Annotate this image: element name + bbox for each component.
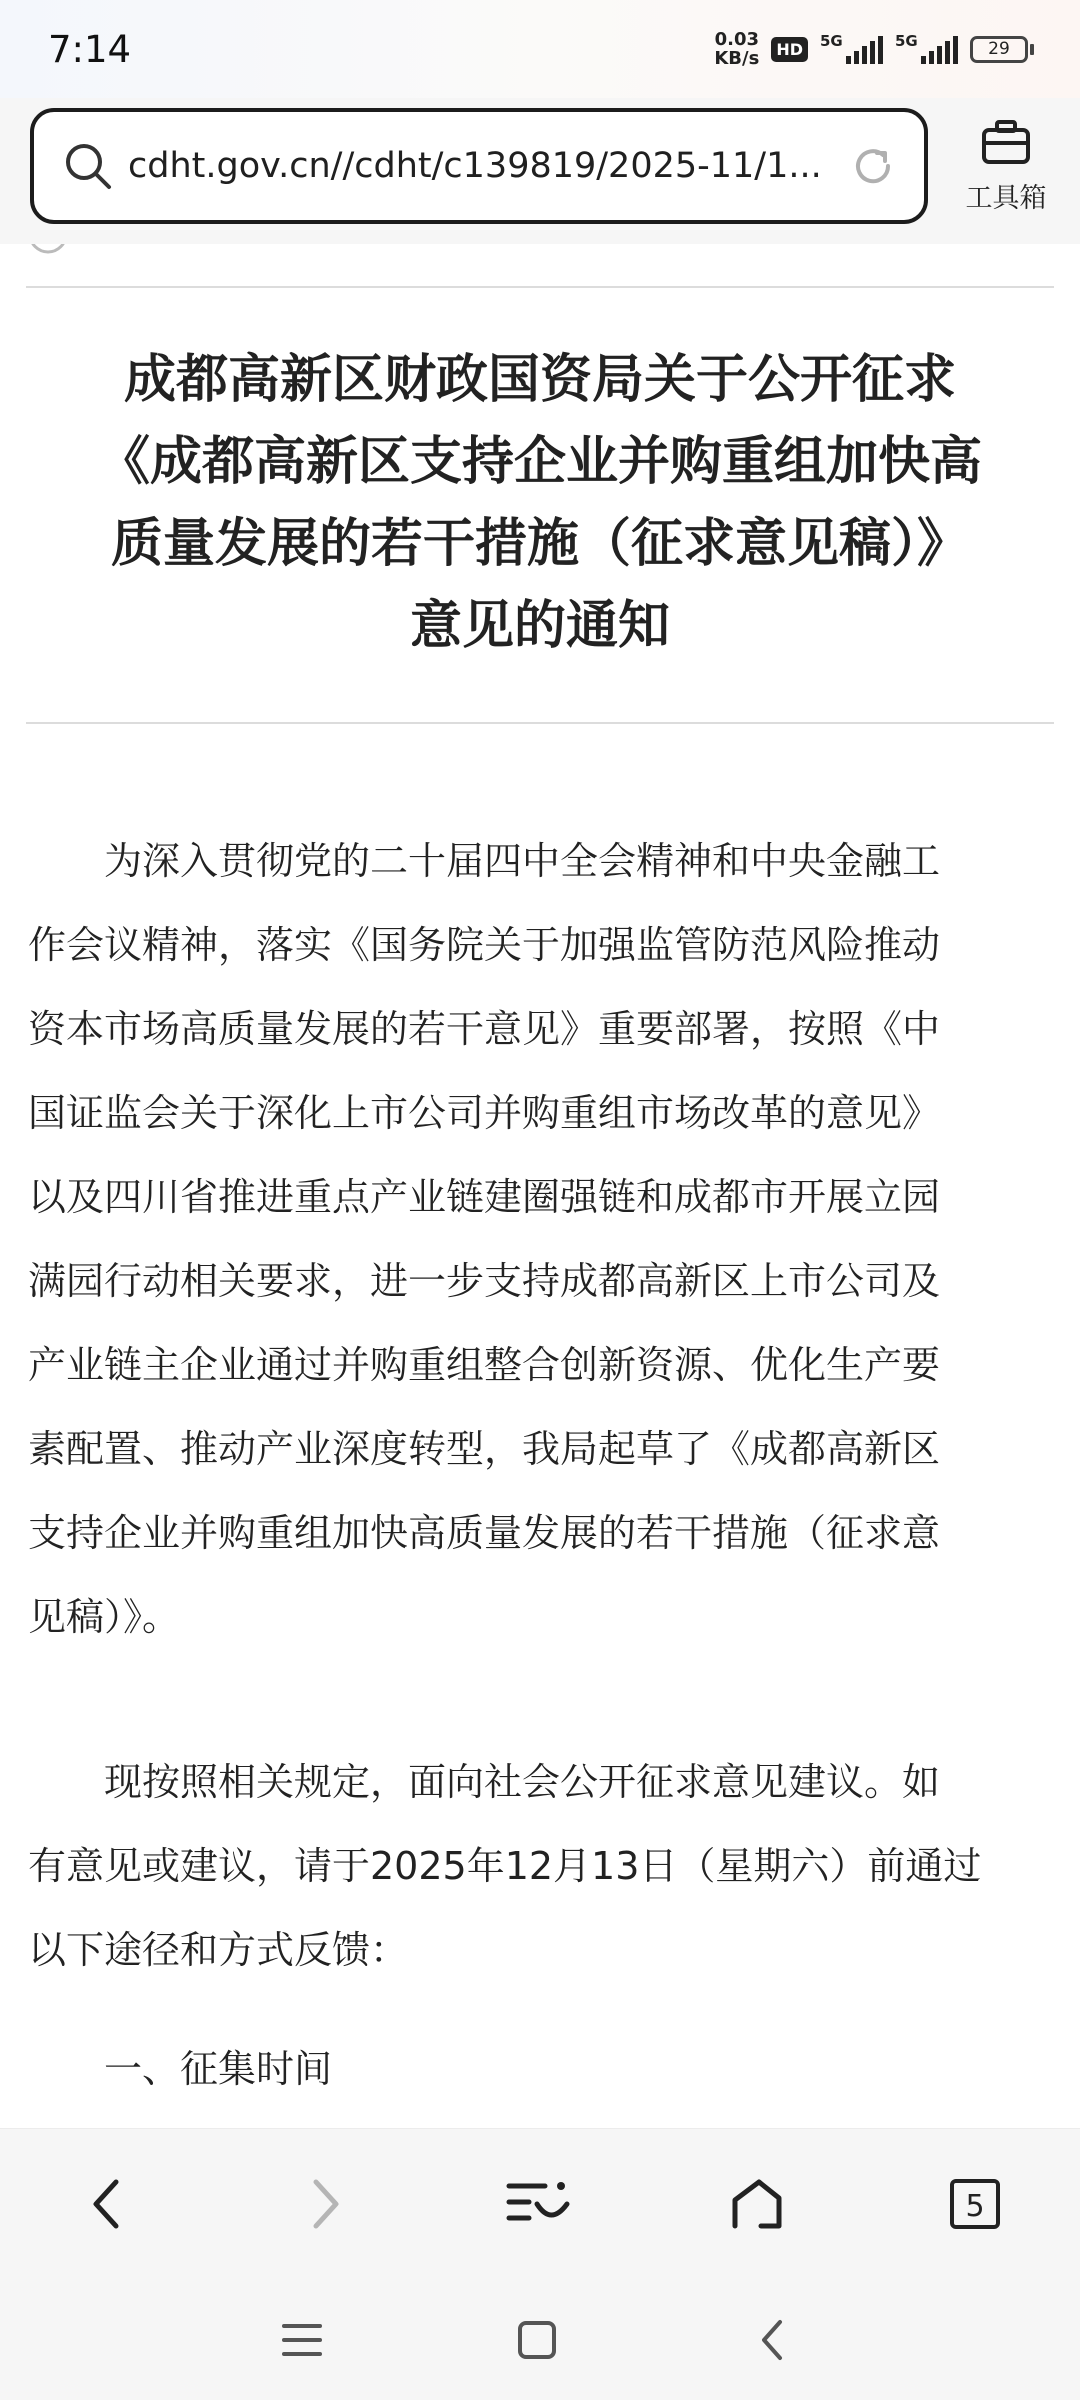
paragraph-line: 现按照相关规定，面向社会公开征求意见建议。如 [28, 1760, 941, 1804]
breadcrumb [26, 244, 746, 256]
paragraph-line: 资本市场高质量发展的若干意见》重要部署，按照《中 [28, 1007, 941, 1051]
article-title-line: 意见的通知 [409, 596, 670, 656]
tab-count: 5 [965, 2189, 985, 2224]
back-arrow-icon [754, 2316, 790, 2364]
home-icon [729, 2176, 785, 2232]
menu-icon [280, 2320, 324, 2360]
signal-network-type: 5G [895, 32, 918, 50]
chevron-right-icon [306, 2176, 346, 2232]
paragraph-line: 见稿）》。 [28, 1595, 181, 1639]
back-button[interactable] [71, 2169, 141, 2239]
section-heading-text: 一、征集时间 [28, 2047, 333, 2091]
network-speed-unit: KB/s [714, 48, 760, 69]
back-system-button[interactable] [742, 2310, 802, 2370]
paragraph-line: 素配置、推动产业深度转型，我局起草了《成都高新区 [28, 1427, 941, 1471]
menu-button[interactable] [503, 2169, 573, 2239]
article-title-line: 成都高新区财政国资局关于公开征求 [123, 350, 956, 410]
url-text[interactable]: cdht.gov.cn//cdht/c139819/2025-11/1... [128, 146, 822, 186]
paragraph-line: 产业链主企业通过并购重组整合创新资源、优化生产要 [28, 1343, 941, 1387]
system-nav-bar [0, 2280, 1080, 2400]
chevron-left-icon [86, 2176, 126, 2232]
paragraph-line: 满园行动相关要求，进一步支持成都高新区上市公司及 [28, 1259, 941, 1303]
section-heading [28, 2027, 1052, 2111]
page-content [0, 244, 1080, 2128]
tabs-icon [949, 2178, 1001, 2230]
reload-icon[interactable] [850, 143, 896, 189]
browser-top-bar [0, 98, 1080, 244]
divider [26, 722, 1054, 724]
paragraph-line: 国证监会关于深化上市公司并购重组市场改革的意见》 [28, 1091, 941, 1135]
network-speed-value: 0.03 [714, 29, 760, 50]
address-bar[interactable] [30, 108, 928, 224]
search-icon [62, 140, 114, 192]
signal-network-type: 5G [820, 32, 843, 50]
battery-level: 29 [970, 36, 1028, 63]
paragraph-line: 以及四川省推进重点产业链建圈强链和成都市开展立园 [28, 1175, 941, 1219]
recents-button[interactable] [272, 2310, 332, 2370]
tabs-button[interactable] [940, 2169, 1010, 2239]
battery-icon [970, 36, 1034, 63]
paragraph-intro [28, 819, 1052, 1659]
paragraph-line: 以下途径和方式反馈： [28, 1928, 409, 1972]
forward-button[interactable] [291, 2169, 361, 2239]
home-button[interactable] [722, 2169, 792, 2239]
divider [26, 286, 1054, 288]
hd-voice-icon: HD [771, 37, 808, 62]
status-indicators [714, 30, 1034, 68]
paragraph-line: 为深入贯彻党的二十届四中全会精神和中央金融工 [28, 839, 941, 883]
menu-smile-icon [505, 2178, 571, 2230]
browser-bottom-nav [0, 2128, 1080, 2280]
home-system-button[interactable] [507, 2310, 567, 2370]
toolbox-button[interactable] [956, 118, 1056, 215]
paragraph-line: 有意见或建议，请于2025年12月13日（星期六）前通过 [28, 1844, 982, 1888]
status-time: 7:14 [48, 27, 132, 71]
signal-icon [820, 34, 883, 64]
square-icon [515, 2318, 559, 2362]
paragraph-line: 支持企业并购重组加快高质量发展的若干措施（征求意 [28, 1511, 941, 1555]
article-title [40, 339, 1040, 667]
toolbox-label: 工具箱 [965, 183, 1047, 214]
paragraph-line: 作会议精神，落实《国务院关于加强监管防范风险推动 [28, 923, 941, 967]
status-bar [0, 0, 1080, 98]
article-title-line: 质量发展的若干措施（征求意见稿）》 [110, 514, 969, 574]
toolbox-icon [980, 151, 1032, 170]
signal-icon [895, 34, 958, 64]
network-speed [714, 30, 759, 68]
paragraph-feedback [28, 1740, 1052, 1992]
article-title-line: 《成都高新区支持企业并购重组加快高 [97, 432, 982, 492]
